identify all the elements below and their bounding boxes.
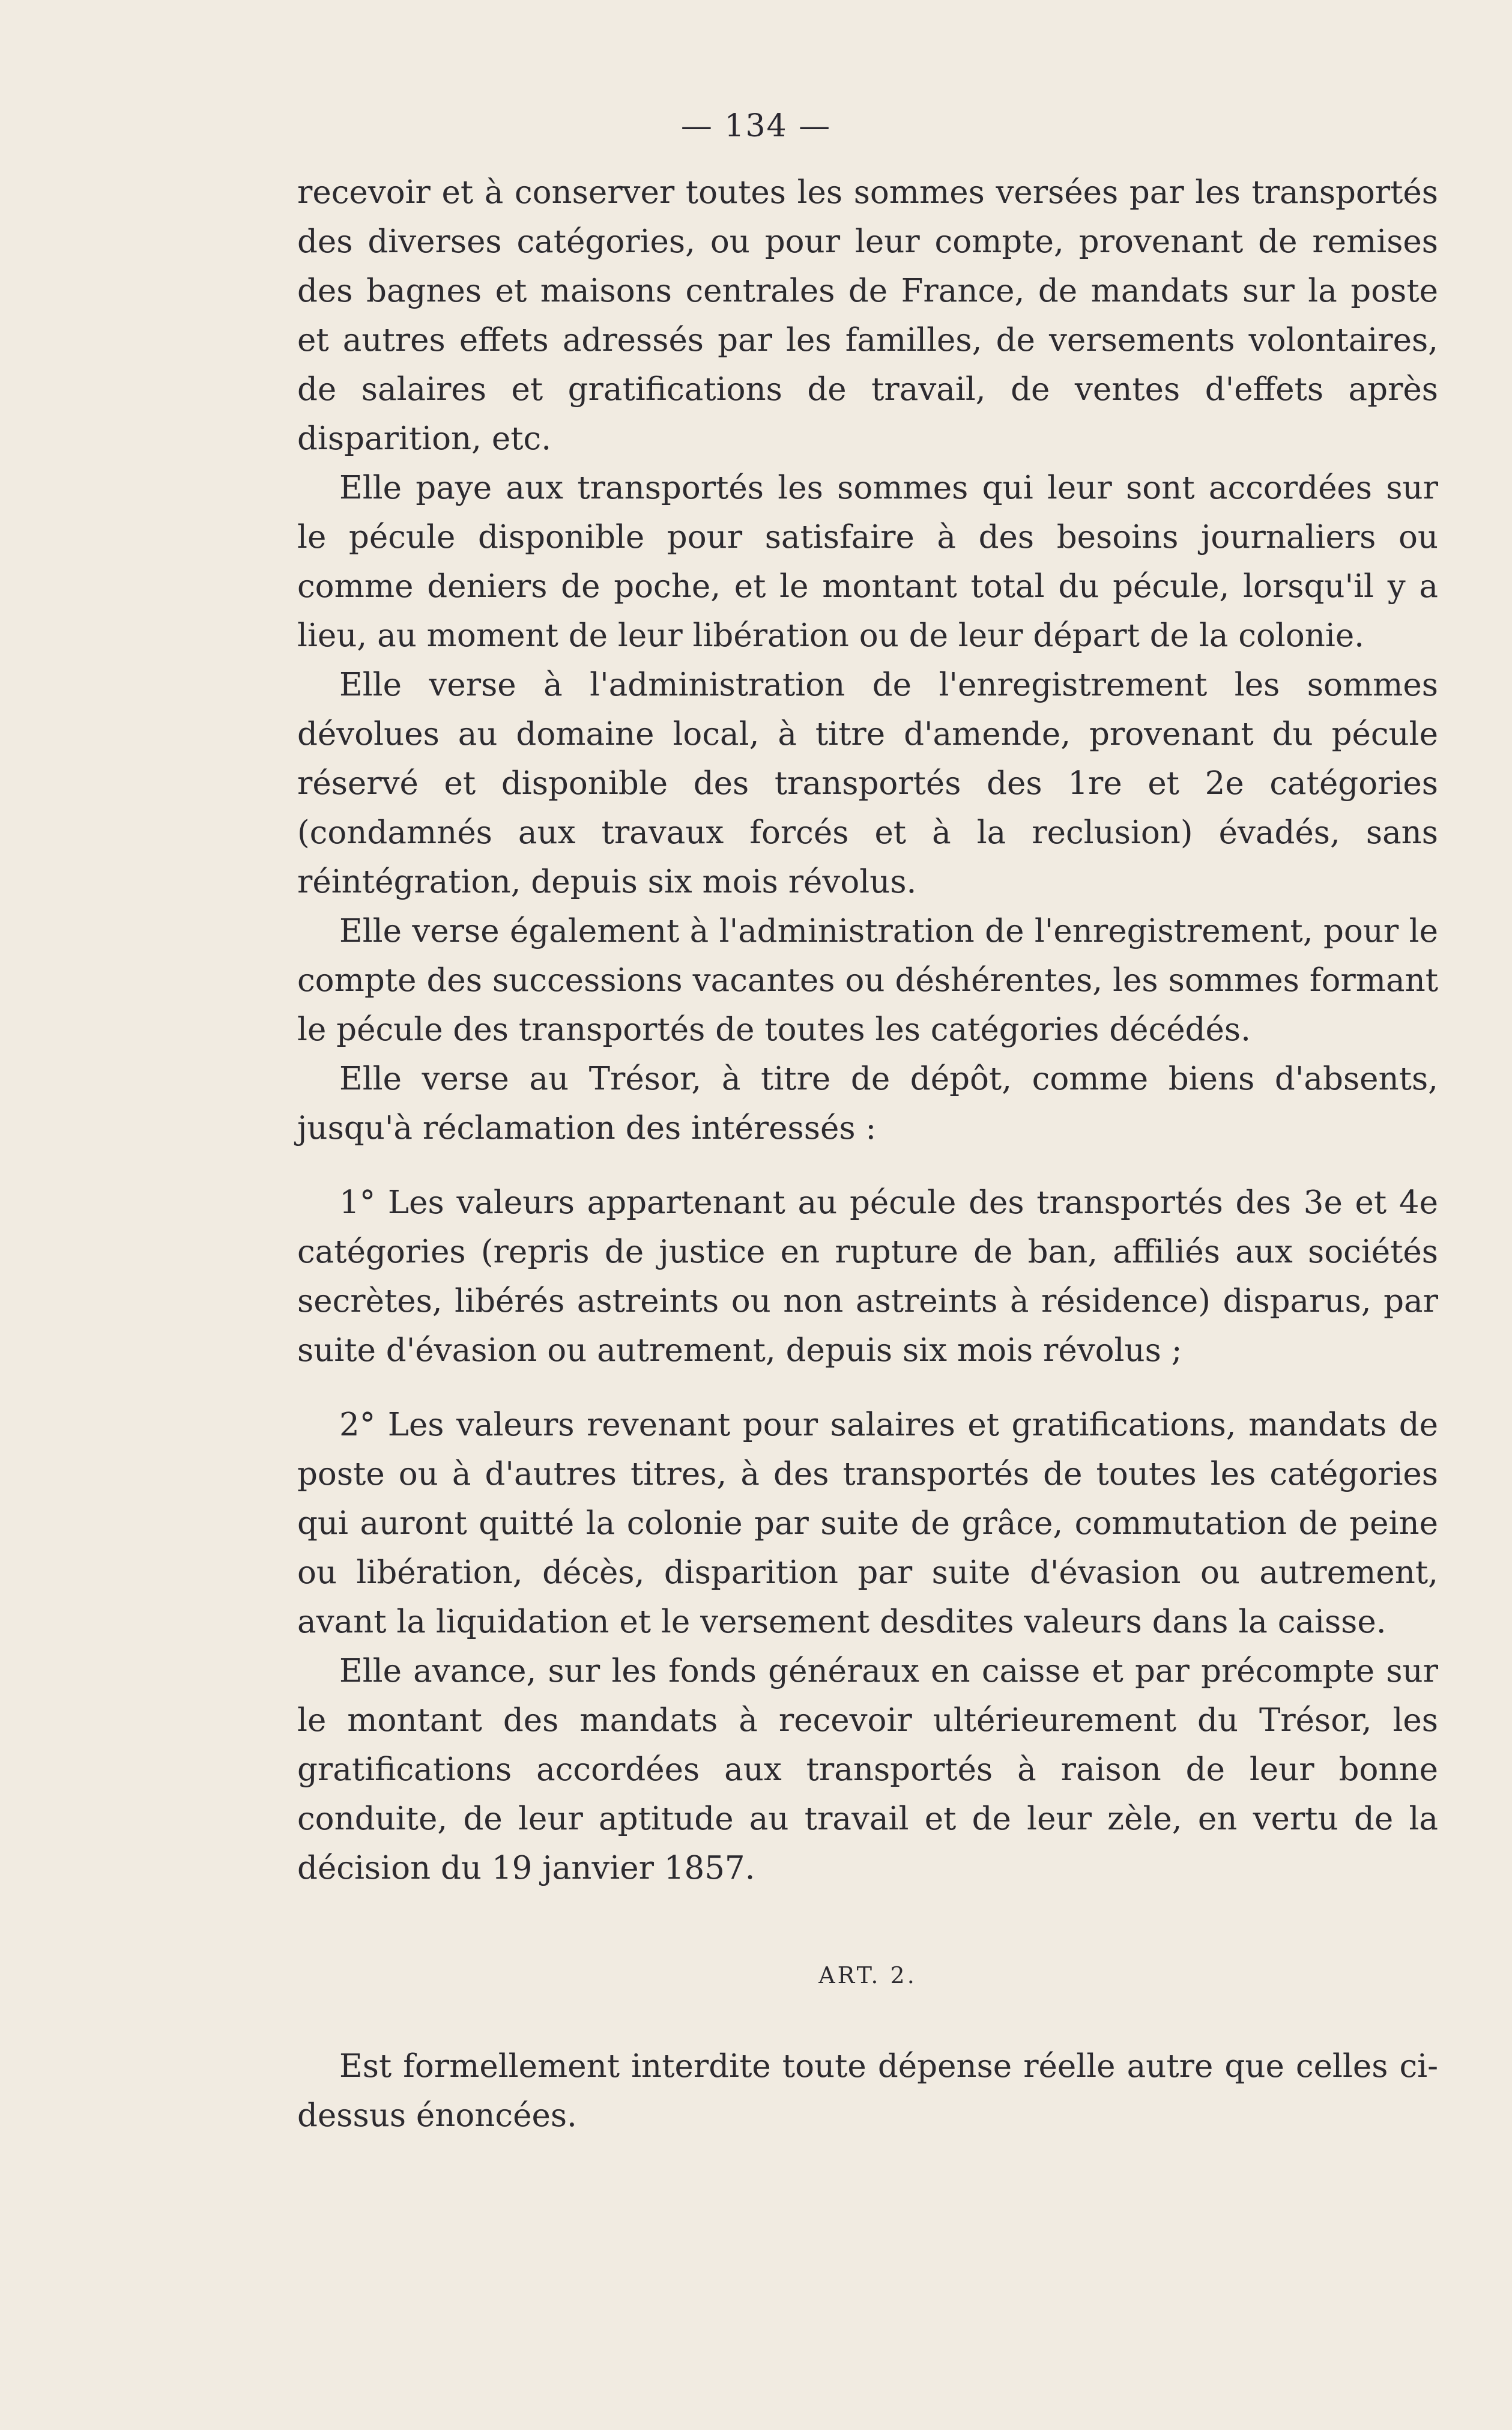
list-item-1: 1° Les valeurs appartenant au pécule des transportés des 3e et 4e catégories (repris de justice en rupture de ban, affiliés aux sociétés secrètes, libérés astreints ou non astreints à résidence) disparus, par suite d'évasion ou autrement, depuis six mois révolus ; xyxy=(297,1184,1438,1369)
paragraph-verse-tresor: Elle verse au Trésor, à titre de dépôt, comme biens d'absents, jusqu'à réclamation des intéressés : xyxy=(297,1061,1438,1147)
paragraph-verse-successions: Elle verse également à l'administration de l'enregistrement, pour le compte des successions vacantes ou déshérentes, les sommes formant le pécule des transportés de toutes les catégories décédés. xyxy=(297,913,1438,1048)
paragraph-final: Est formellement interdite toute dépense réelle autre que celles ci-dessus énoncées. xyxy=(297,2048,1438,2134)
paragraph-paye: Elle paye aux transportés les sommes qui leur sont accordées sur le pécule disponible pour satisfaire à des besoins journaliers ou comme deniers de poche, et le montant total du pécule, lorsqu'il y a lieu, au moment de leur libération ou de leur départ de la colonie. xyxy=(297,470,1438,654)
paragraph-avance: Elle avance, sur les fonds généraux en caisse et par précompte sur le montant des mandats à recevoir ultérieurement du Trésor, les gratifications accordées aux transportés à raison de leur bonne conduite, de leur aptitude au travail et de leur zèle, en vertu de la décision du 19 janvier 1857. xyxy=(297,1653,1438,1886)
paragraph-continuation: recevoir et à conserver toutes les sommes versées par les transportés des diverses catégories, ou pour leur compte, provenant de remises des bagnes et maisons centrales de France, de mandats sur la poste et autres effets adressés par les familles, de versements volontaires, de salaires et gratifications de travail, de ventes d'effets après disparition, etc. xyxy=(297,174,1438,457)
article-heading: ART. 2. xyxy=(818,1962,917,1989)
page-number-header: — 134 — xyxy=(680,108,832,144)
paragraph-verse-enregistrement: Elle verse à l'administration de l'enregistrement les sommes dévolues au domaine local, à titre d'amende, provenant du pécule réservé et disponible des transportés des 1re et 2e catégories (condamnés aux travaux forcés et à la reclusion) évadés, sans réintégration, depuis six mois révolus. xyxy=(297,667,1438,900)
document-body xyxy=(297,168,1438,2141)
list-item-2: 2° Les valeurs revenant pour salaires et gratifications, mandats de poste ou à d'autres titres, à des transportés de toutes les catégories qui auront quitté la colonie par suite de grâce, commutation de peine ou libération, décès, disparition par suite d'évasion ou autrement, avant la liquidation et le versement desdites valeurs dans la caisse. xyxy=(297,1407,1438,1640)
